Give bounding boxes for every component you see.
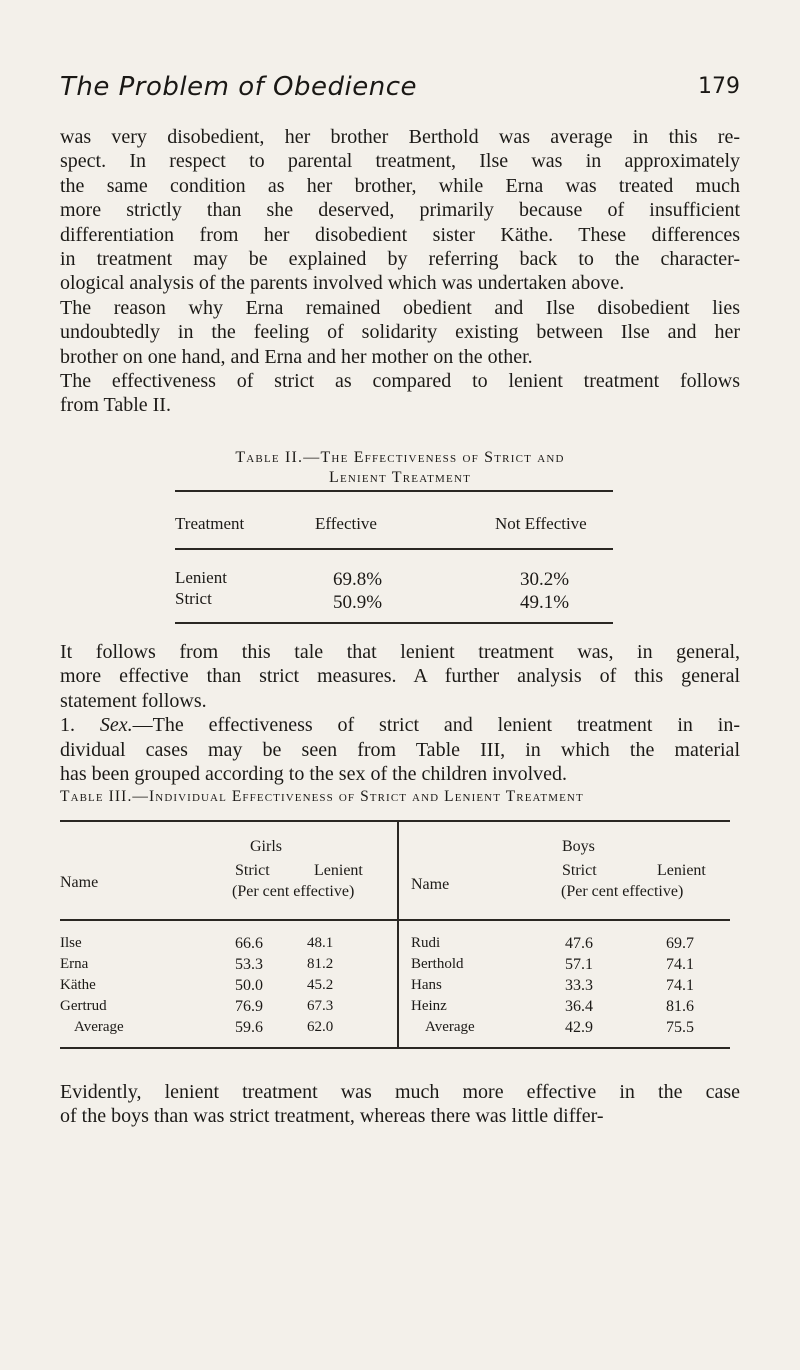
text-line: differentiation from her disobedient sister Käthe. These differences (60, 223, 740, 246)
table2-caption-line1: Table II.—The Effectiveness of Strict and (235, 449, 565, 466)
table3-boy-strict: 33.3 (565, 977, 593, 994)
table3-girls-lenient-label: Lenient (314, 862, 363, 879)
table3-boys-unit-label: (Per cent effective) (561, 883, 684, 900)
table2-caption (60, 448, 740, 488)
table3-girl-name: Ilse (60, 935, 82, 951)
table2-header-treatment: Treatment (175, 514, 245, 533)
table3-girl-strict: 50.0 (235, 977, 263, 994)
table3-caption: Table III.—Individual Effectiveness of Strict and Lenient Treatment (60, 788, 584, 805)
table3-girl-strict: 53.3 (235, 956, 263, 973)
body-text-middle (60, 640, 740, 786)
table3-girl-strict: 76.9 (235, 998, 263, 1015)
body-text-top (60, 125, 740, 418)
table3-girl-name: Käthe (60, 977, 96, 993)
body-text-bottom (60, 1080, 740, 1129)
table3-girl-lenient: 45.2 (307, 977, 334, 993)
table3-boy-strict: 42.9 (565, 1019, 593, 1036)
table3-boy-strict: 36.4 (565, 998, 593, 1015)
table3-boy-name: Berthold (411, 956, 464, 972)
section-term: Sex. (99, 714, 133, 737)
text-line: has been grouped according to the sex of the children involved. (60, 763, 568, 786)
table2-row2-effective: 50.9% (333, 592, 383, 613)
table2-caption-line2: Lenient Treatment (328, 469, 472, 486)
table2-row2-treatment: Strict (175, 589, 212, 608)
table3-vertical-rule (397, 820, 399, 1048)
text-line: statement follows. (60, 689, 207, 712)
text-line: It follows from this tale that lenient treatment was, in general, (60, 641, 740, 663)
table3-boy-name: Average (425, 1019, 475, 1035)
text-line: dividual cases may be seen from Table III, in which the material (60, 738, 740, 761)
text-line: 1. Sex.—The effectiveness of strict and lenient treatment in in- (60, 714, 740, 737)
table3-boys-lenient-label: Lenient (657, 862, 706, 879)
table2-row2-not-effective: 49.1% (520, 592, 570, 613)
table3-boy-lenient: 69.7 (666, 935, 694, 952)
table3-girls-name-label: Name (60, 874, 99, 891)
text-line: the same condition as her brother, while Erna was treated much (60, 174, 740, 197)
table3-header-rule (60, 919, 730, 921)
table3-boy-name: Rudi (411, 935, 441, 951)
text-line: The reason why Erna remained obedient and Ilse disobedient lies (60, 296, 740, 319)
table3-bottom-rule (60, 1047, 730, 1049)
table3-girl-lenient: 62.0 (307, 1019, 334, 1035)
text-line: undoubtedly in the feeling of solidarity existing between Ilse and her (60, 321, 740, 344)
text-line: in treatment may be explained by referring back to the character- (60, 248, 740, 271)
text-line: The effectiveness of strict as compared to lenient treatment follows (60, 370, 740, 393)
table3-boy-lenient: 74.1 (666, 956, 694, 973)
table2-header-rule (175, 548, 613, 550)
table3-girl-lenient: 81.2 (307, 956, 334, 972)
table3-girl-strict: 66.6 (235, 935, 263, 952)
table3-boy-lenient: 75.5 (666, 1019, 694, 1036)
table3-boy-lenient: 74.1 (666, 977, 694, 994)
table2-header-not-effective: Not Effective (495, 514, 587, 533)
table3-boy-name: Heinz (411, 998, 447, 1014)
table3-girls-strict-label: Strict (235, 862, 270, 879)
table3-boy-name: Hans (411, 977, 442, 993)
table3-boy-lenient: 81.6 (666, 998, 694, 1015)
table3-top-rule (60, 820, 730, 822)
text-line: ological analysis of the parents involved which was undertaken above. (60, 272, 625, 295)
table3-girls-label: Girls (250, 838, 282, 855)
table3-boys-label: Boys (562, 838, 595, 855)
text-line: Evidently, lenient treatment was much more effective in the case (60, 1081, 740, 1103)
text-line: more effective than strict measures. A further analysis of this general (60, 665, 740, 688)
page-number: 179 (698, 74, 740, 99)
table2-header-effective: Effective (315, 514, 377, 533)
table3-girl-name: Gertrud (60, 998, 107, 1014)
table2-top-rule (175, 490, 613, 492)
table3-boy-strict: 47.6 (565, 935, 593, 952)
table2-row1-treatment: Lenient (175, 568, 227, 587)
table3-girl-lenient: 48.1 (307, 935, 334, 951)
table2-bottom-rule (175, 622, 613, 624)
table3-girl-name: Average (74, 1019, 124, 1035)
table3-girl-name: Erna (60, 956, 89, 972)
table3-girl-lenient: 67.3 (307, 998, 334, 1014)
text-line: was very disobedient, her brother Berthold was average in this re- (60, 126, 740, 148)
table3-boys-strict-label: Strict (562, 862, 597, 879)
text-line: spect. In respect to parental treatment, Ilse was in approximately (60, 150, 740, 173)
table3-girl-strict: 59.6 (235, 1019, 263, 1036)
table2-row1-not-effective: 30.2% (520, 569, 570, 590)
table3-boys-name-label: Name (411, 876, 450, 893)
text-line: brother on one hand, and Erna and her mother on the other. (60, 345, 533, 368)
table3-boy-strict: 57.1 (565, 956, 593, 973)
table3-girls-unit-label: (Per cent effective) (232, 883, 355, 900)
running-head (60, 72, 740, 112)
text-line: more strictly than she deserved, primarily because of insufficient (60, 199, 740, 222)
text-line: of the boys than was strict treatment, whereas there was little differ- (60, 1105, 604, 1128)
table2-row1-effective: 69.8% (333, 569, 383, 590)
running-title: The Problem of Obedience (60, 72, 417, 102)
text-line: from Table II. (60, 394, 171, 417)
